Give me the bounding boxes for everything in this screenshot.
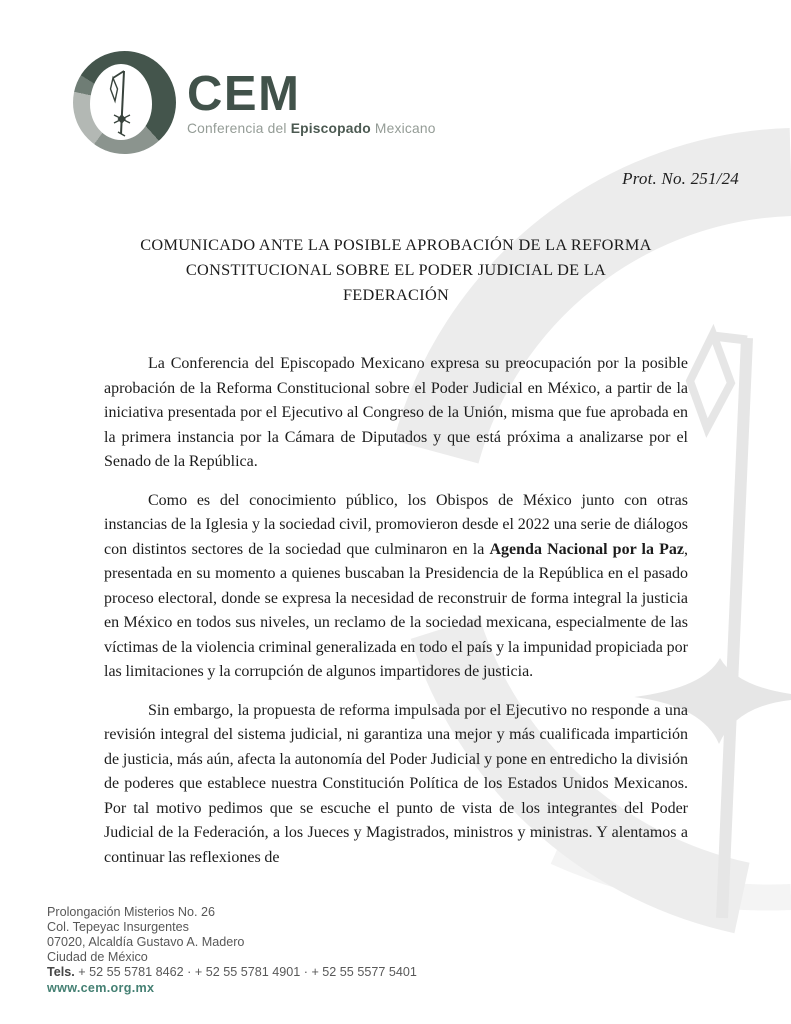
paragraph-bold-text: Agenda Nacional por la Paz xyxy=(489,540,684,558)
address-line-3: 07020, Alcaldía Gustavo A. Madero xyxy=(47,935,245,949)
tagline-regular: Mexicano xyxy=(370,121,436,136)
address-line-2: Col. Tepeyac Insurgentes xyxy=(47,920,189,934)
paragraph-text: Sin embargo, la propuesta de reforma impulsada por el Ejecutivo no responde a una revisión integral del sistema judicial, ni garantiza una mejor y más cualificada impartición de justicia, más aún, afecta la autonomía del Poder Judicial y pone en entredicho la división de poderes que establece nuestra Constitución Política de los Estados Unidos Mexicanos. Por tal motivo pedimos que se escuche el punto de vista de los integrantes del Poder Judicial de la Federación, a los Jueces y Magistrados, ministros y ministras. Y alentamos a continuar las reflexiones de xyxy=(104,701,688,866)
address-line-4: Ciudad de México xyxy=(47,950,148,964)
paragraph-text: Como es del conocimiento público, los Obispos de México junto con otras instancias de la Iglesia y la sociedad civil, promovieron desde el 2022 una serie de diálogos con distintos sectores de la sociedad que culminaron en la xyxy=(104,491,688,558)
tels-numbers: + 52 55 5781 8462 · + 52 55 5781 4901 · + 52 55 5577 5401 xyxy=(74,965,417,979)
website-link[interactable]: www.cem.org.mx xyxy=(47,981,155,995)
paragraph-2 xyxy=(104,489,688,685)
paragraph-3 xyxy=(104,699,688,871)
document-body xyxy=(104,232,688,884)
document-title xyxy=(104,232,688,307)
paragraph-1 xyxy=(104,352,688,475)
phones-line xyxy=(47,965,417,980)
paragraph-text: La Conferencia del Episcopado Mexicano expresa su preocupación por la posible aprobación de la Reforma Constitucional sobre el Poder Judicial en México, a partir de la iniciativa presentada por el Ejecutivo al Congreso de la Unión, misma que fue aprobada en la primera instancia por la Cámara de Diputados y que está próxima a analizarse por el Senado de la República. xyxy=(104,355,688,470)
tels-label: Tels. xyxy=(47,965,75,979)
tagline-regular: Conferencia del xyxy=(187,121,291,136)
title-line: CONSTITUCIONAL SOBRE EL PODER JUDICIAL DE LA xyxy=(185,260,607,279)
address-line-1: Prolongación Misterios No. 26 xyxy=(47,905,215,919)
cem-ring-icon xyxy=(73,51,176,154)
protocol-number: Prot. No. 251/24 xyxy=(622,169,739,188)
title-line: FEDERACIÓN xyxy=(342,285,450,304)
brand-lockup-text xyxy=(187,67,436,136)
brand-wordmark: CEM xyxy=(187,67,301,121)
brand-tagline xyxy=(187,121,436,136)
title-line: COMUNICADO ANTE LA POSIBLE APROBACIÓN DE LA REFORMA xyxy=(140,235,652,254)
letterhead-footer xyxy=(47,905,417,996)
crozier-icon xyxy=(73,51,176,154)
tagline-bold: Episcopado xyxy=(290,121,371,136)
cem-logo xyxy=(73,51,436,154)
paragraph-text: , presentada en su momento a quienes buscaban la Presidencia de la República en el pasado proceso electoral, donde se expresa la necesidad de reconstruir de forma integral la justicia en México en todos sus niveles, un reclamo de la sociedad mexicana, especialmente de las víctimas de la violencia criminal generalizada en todo el país y la impunidad propiciada por las limitaciones y la corrupción de algunos impartidores de justicia. xyxy=(104,540,688,680)
